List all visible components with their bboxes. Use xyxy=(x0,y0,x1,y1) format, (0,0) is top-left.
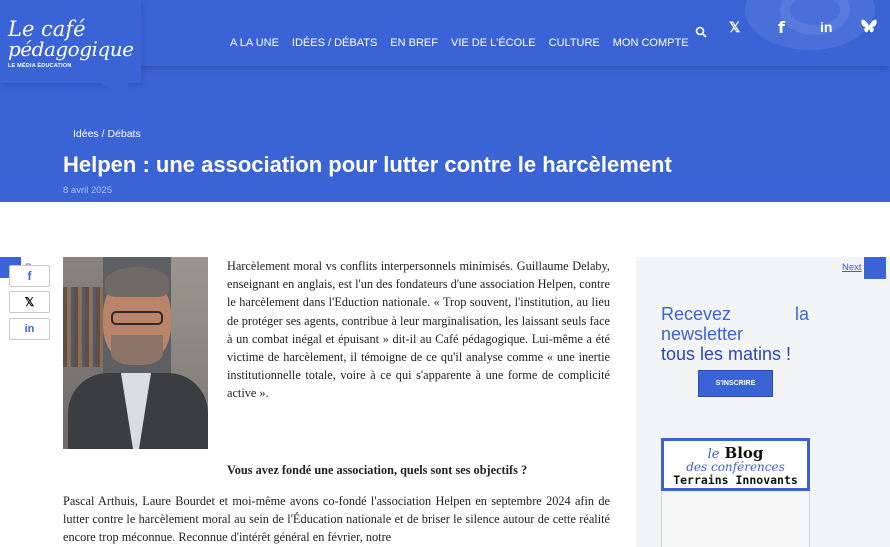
nav-item-a-la-une[interactable]: A LA UNE xyxy=(230,37,279,49)
newsletter-heading-line1 xyxy=(661,304,809,324)
newsletter-word-recevez: Recevez xyxy=(661,304,732,324)
newsletter-heading-line3: tous les matins ! xyxy=(661,344,792,364)
facebook-icon: f xyxy=(27,269,32,283)
bluesky-icon[interactable] xyxy=(860,19,878,35)
nav-item-idees-debats[interactable]: IDÉES / DÉBATS xyxy=(291,37,378,49)
subscribe-button[interactable]: S'INSCRIRE xyxy=(698,370,773,397)
search-icon[interactable] xyxy=(694,25,708,39)
logo-text-line1: Le café xyxy=(8,17,86,41)
facebook-icon[interactable]: f xyxy=(778,18,785,37)
newsletter-heading-line2: newsletter xyxy=(661,324,744,344)
blog-banner-body xyxy=(661,491,810,547)
x-icon[interactable]: 𝕏 xyxy=(729,19,741,35)
blog-le: le xyxy=(707,447,720,462)
header-icons xyxy=(0,18,890,42)
newsletter-word-la: la xyxy=(794,304,809,324)
linkedin-icon: in xyxy=(24,323,35,335)
linkedin-icon[interactable]: in xyxy=(820,19,833,35)
article-intro: Harcèlement moral vs conflits interpersonnels minimisés. Guillaume Delaby, enseignant en anglais, est l'un des fondateurs d'une association Helpen, contre le harcèlement dans l'Eduction nationale. « Trop souvent, l'institution, au lieu de protéger ses agents, contribue à leur marginalisation, les laissant seuls face à un combat inégal et épuisant » dit-il au Café pédagogique. Lui-même a été victime de harcèlement, il témoigne de ce qu'il analyse comme « une inertie institutionnelle totale, voire à ce qui s'apparente à une forme de complicité active ». xyxy=(227,259,610,401)
article-title: Helpen : une association pour lutter contre le harcèlement xyxy=(63,152,672,177)
logo-speech-tail xyxy=(100,83,128,97)
blog-word: Blog xyxy=(724,444,764,462)
nav-item-vie-de-l-ecole[interactable]: VIE DE L'ÉCOLE xyxy=(450,37,536,49)
nav-item-en-bref[interactable]: EN BREF xyxy=(390,37,438,49)
next-link[interactable]: Next xyxy=(842,262,862,273)
facebook-share-button[interactable] xyxy=(9,265,50,287)
interview-question: Vous avez fondé une association, quels sont ses objectifs ? xyxy=(227,463,528,477)
author-photo xyxy=(63,257,208,449)
linkedin-share-button[interactable] xyxy=(9,318,50,340)
article-paragraph: Pascal Arthuis, Laure Bourdet et moi-même avons co-fondé l'association Helpen en septembre 2024 afin de lutter contre le harcèlement moral au sein de l'Éducation nationale et de briser le silence autour de cette réalité encore trop méconnue. Reconnue d'intérêt général en février, notre xyxy=(63,494,610,545)
logo-tagline: LE MÉDIA ÉDUCATION xyxy=(8,63,72,69)
next-arrow-box[interactable] xyxy=(864,257,886,279)
blog-banner-line2: des conférences xyxy=(686,460,785,474)
nav-item-mon-compte[interactable]: MON COMPTE xyxy=(612,37,689,49)
blog-banner-line3: Terrains Innovants xyxy=(673,473,798,487)
x-share-button[interactable] xyxy=(9,291,50,313)
logo-text-line2: pédagogique xyxy=(8,37,134,61)
blog-banner[interactable] xyxy=(661,438,810,491)
breadcrumb[interactable]: Idées / Débats xyxy=(73,128,141,140)
nav-item-culture[interactable]: CULTURE xyxy=(548,37,600,49)
x-icon: 𝕏 xyxy=(24,295,35,309)
article-date: 8 avril 2025 xyxy=(63,185,113,196)
